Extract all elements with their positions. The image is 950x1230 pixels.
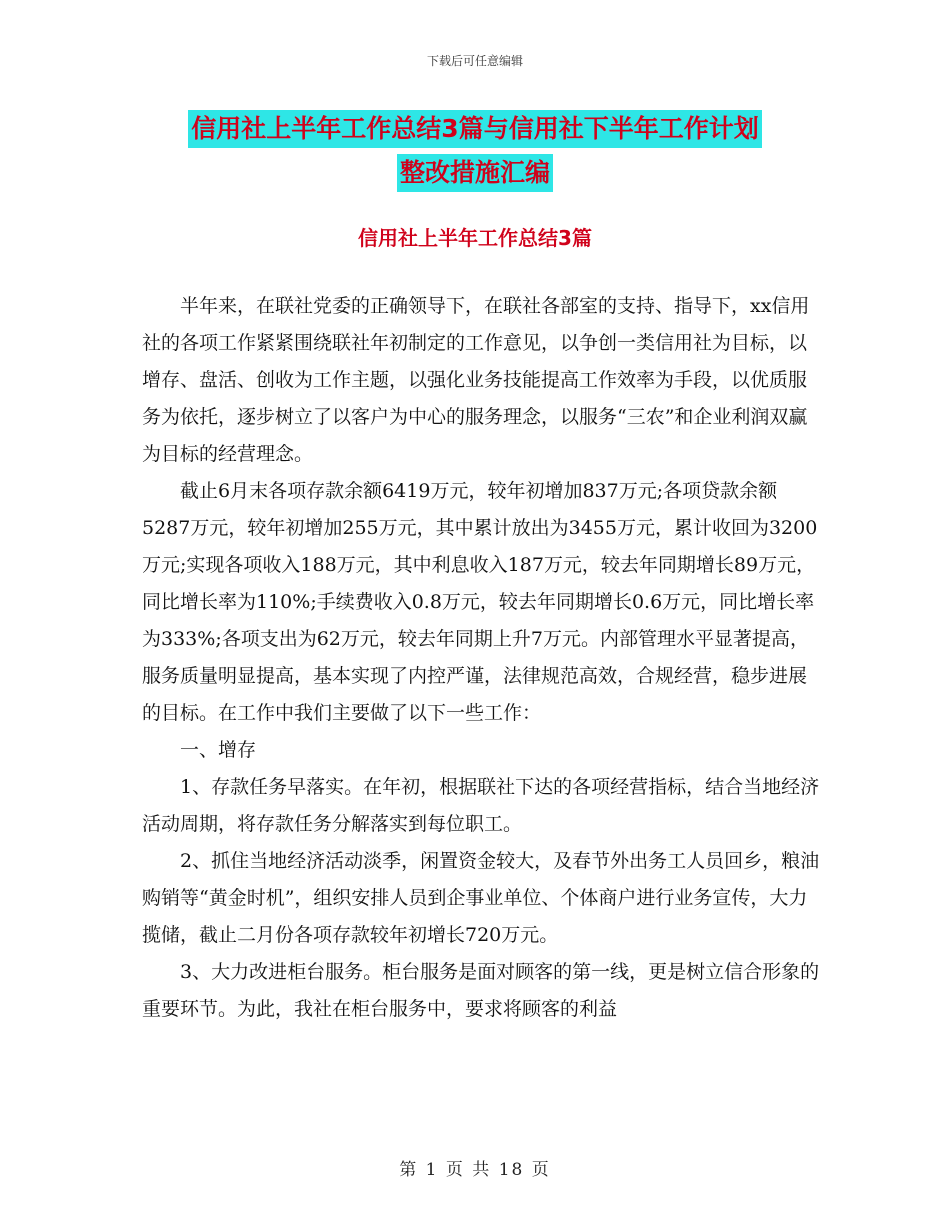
paragraph-section-one: 一、增存 bbox=[180, 739, 257, 761]
paragraph-item-2: 2、抓住当地经济活动淡季，闲置资金较大，及春节外出务工人员回乡，粮油购销等“黄金时机”，组织安排人员到企事业单位、个体商户进行业务宣传，大力揽储，截止二月份各项存款较年初增长720万元。 bbox=[142, 850, 820, 946]
header-note: 下载后可任意编辑 bbox=[426, 54, 523, 68]
document-title bbox=[0, 110, 950, 192]
title-line-2: 整改措施汇编 bbox=[397, 154, 553, 192]
section-heading: 信用社上半年工作总结3篇 bbox=[358, 226, 592, 250]
title-line-1: 信用社上半年工作总结3篇与信用社下半年工作计划 bbox=[188, 110, 761, 148]
paragraph-figures: 截止6月末各项存款余额6419万元，较年初增加837万元;各项贷款余额5287万元，较年初增加255万元，其中累计放出为3455万元，累计收回为3200万元;实现各项收入188万元，其中利息收入187万元，较去年同期增长89万元，同比增长率为110%;手续费收入0.8万元，较去年同期增长0.6万元，同比增长率为333%;各项支出为62万元，较去年同期上升7万元。内部管理水平显著提高，服务质量明显提高，基本实现了内控严谨，法律规范高效，合规经营，稳步进展的目标。在工作中我们主要做了以下一些工作： bbox=[142, 480, 818, 724]
paragraph-item-3: 3、大力改进柜台服务。柜台服务是面对顾客的第一线，更是树立信合形象的重要环节。为此，我社在柜台服务中，要求将顾客的利益 bbox=[142, 961, 820, 1020]
document-body bbox=[142, 288, 822, 1028]
page-footer: 第 1 页 共 18 页 bbox=[399, 1160, 551, 1180]
paragraph-item-1: 1、存款任务早落实。在年初，根据联社下达的各项经营指标，结合当地经济活动周期，将存款任务分解落实到每位职工。 bbox=[142, 776, 820, 835]
paragraph-intro: 半年来，在联社党委的正确领导下，在联社各部室的支持、指导下，xx信用社的各项工作紧紧围绕联社年初制定的工作意见，以争创一类信用社为目标，以增存、盘活、创收为工作主题，以强化业务技能提高工作效率为手段，以优质服务为依托，逐步树立了以客户为中心的服务理念，以服务“三农”和企业利润双赢为目标的经营理念。 bbox=[142, 295, 810, 465]
